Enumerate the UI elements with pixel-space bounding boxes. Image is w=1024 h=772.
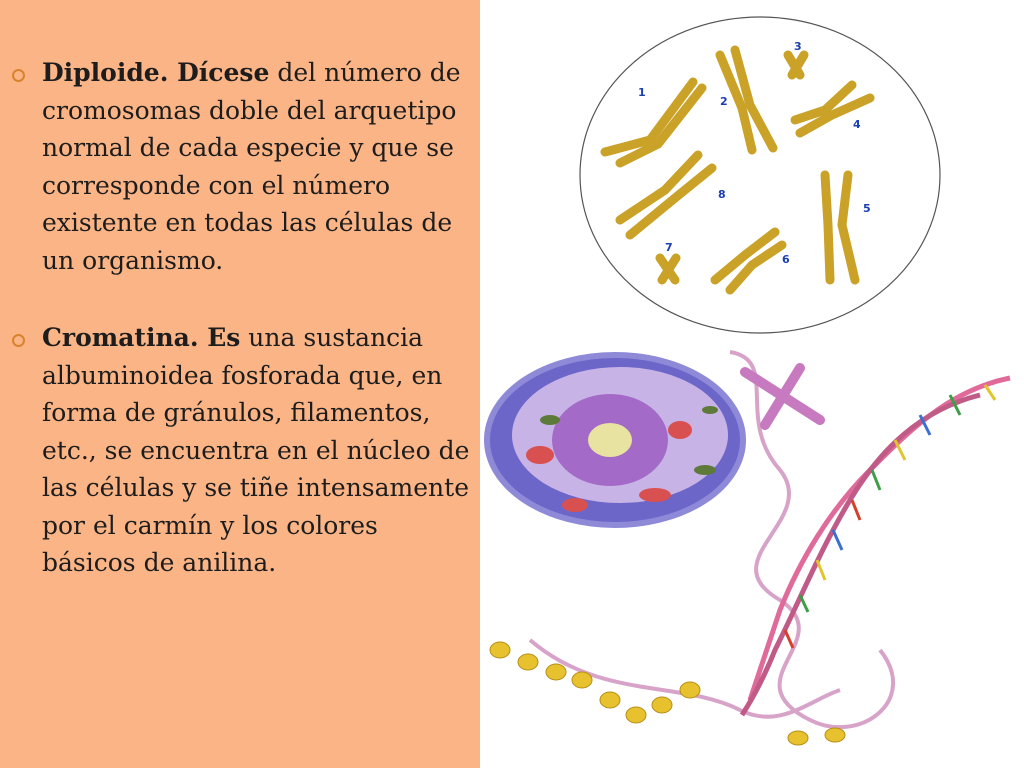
bullet-term: Cromatina. Es [42,323,241,352]
cell-illustration [487,355,743,525]
chromosome-label-7: 7 [665,241,673,254]
nucleolus [588,423,632,457]
karyotype-diagram [580,17,940,333]
bullet-term: Diploide. Dícese [42,58,270,87]
chromatin-thread [730,352,893,727]
chromosome-label-4: 4 [853,118,861,131]
illustration-svg [480,0,1024,768]
bullet-body: una sustancia albuminoidea fosforada que, en forma de gránulos, filamentos, etc., se encuentra en el núcleo de las células y se tiñe intensamente por el carmín y los colores básicos de anilina. [42,323,470,577]
chromosome-label-5: 5 [863,202,871,215]
bullet-item-cromatina [0,319,480,582]
bullet-paragraph [42,319,470,582]
bullet-list [0,54,480,582]
dna-base-pairs [785,385,995,648]
bullet-paragraph [42,54,470,279]
nucleosomes [490,642,845,745]
chromosome-label-6: 6 [782,253,790,266]
karyotype-circle [580,17,940,333]
dna-helix [742,378,1010,715]
text-panel [0,0,480,768]
chromosome-label-8: 8 [718,188,726,201]
bullet-circle-icon [12,69,25,82]
chromosome-label-1: 1 [638,86,646,99]
chromosome-label-2: 2 [720,95,728,108]
illustration-panel [480,0,1024,768]
bullet-body: del número de cromosomas doble del arquetipo normal de cada especie y que se corresponde con el número existente en todas las células de un organismo. [42,58,461,275]
bullet-item-diploide [0,54,480,279]
chromosome-label-3: 3 [794,40,802,53]
bullet-circle-icon [12,334,25,347]
